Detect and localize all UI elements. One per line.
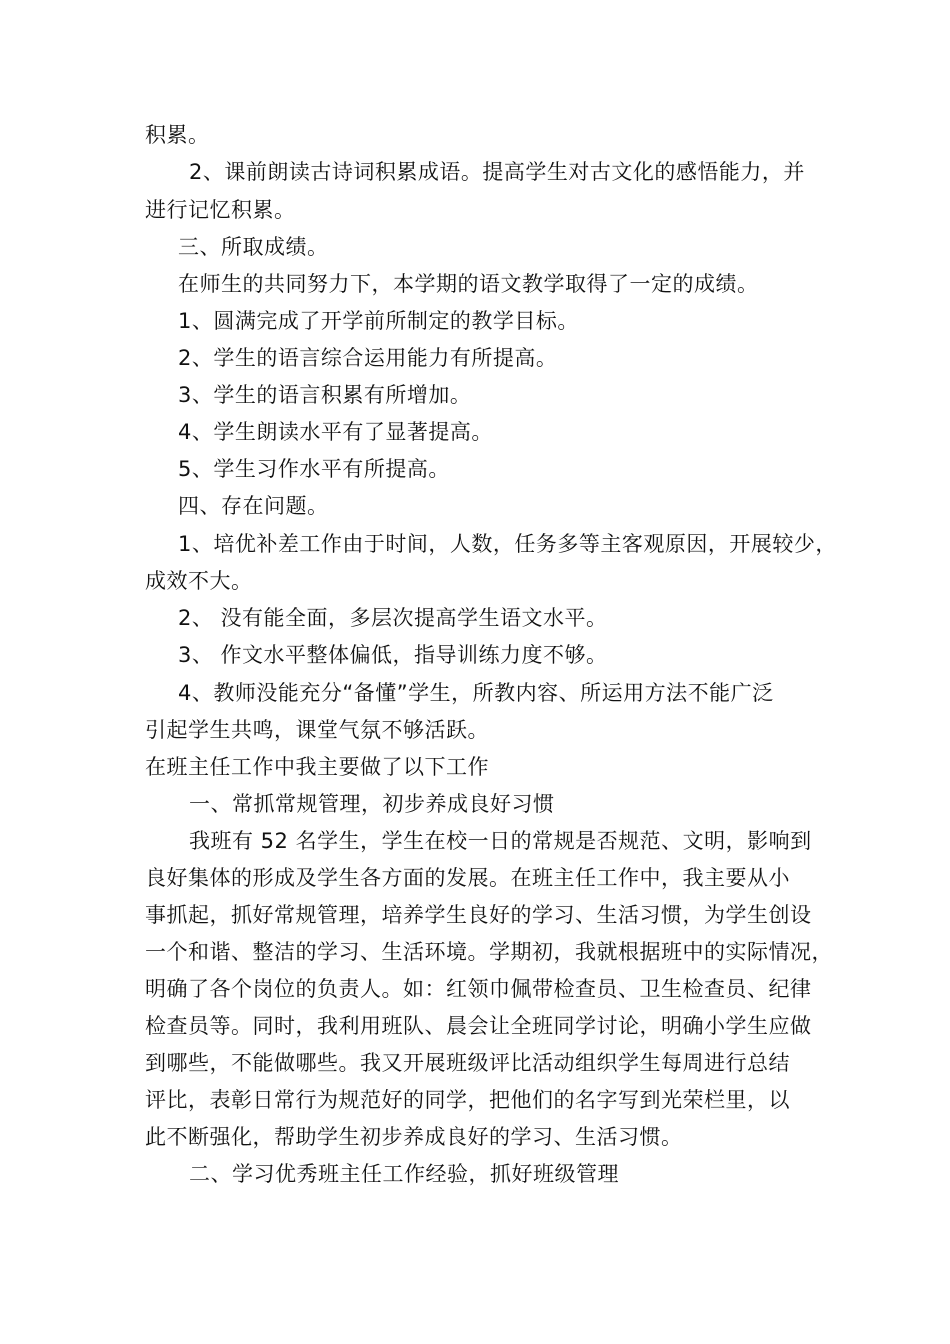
list-item: 3、 作文水平整体偏低，指导训练力度不够。 xyxy=(178,643,608,667)
section-heading: 二、学习优秀班主任工作经验，抓好班级管理 xyxy=(189,1162,619,1186)
list-item: 4、教师没能充分“备懂”学生，所教内容、所运用方法不能广泛 xyxy=(178,681,774,705)
list-item: 3、学生的语言积累有所增加。 xyxy=(178,383,472,407)
text-line: 评比，表彰日常行为规范好的同学，把他们的名字写到光荣栏里，以 xyxy=(145,1088,790,1112)
text-line: 事抓起，抓好常规管理，培养学生良好的学习、生活习惯，为学生创设 xyxy=(145,903,812,927)
text-line: 进行记忆积累。 xyxy=(145,198,296,222)
list-item: 1、培优补差工作由于时间，人数，任务多等主客观原因，开展较少， xyxy=(178,532,837,556)
text-line: 积累。 xyxy=(145,123,210,147)
list-item: 2、 没有能全面，多层次提高学生语文水平。 xyxy=(178,606,608,630)
list-item: 5、学生习作水平有所提高。 xyxy=(178,457,450,481)
section-title: 在班主任工作中我主要做了以下工作 xyxy=(145,755,489,779)
section-heading: 三、所取成绩。 xyxy=(178,235,329,259)
text-line: 我班有 52 名学生，学生在校一日的常规是否规范、文明，影响到 xyxy=(189,829,812,853)
list-item: 1、圆满完成了开学前所制定的教学目标。 xyxy=(178,309,579,333)
text-line: 明确了各个岗位的负责人。如：红领巾佩带检查员、卫生检查员、纪律 xyxy=(145,977,812,1001)
list-item: 4、学生朗读水平有了显著提高。 xyxy=(178,420,493,444)
text-line: 良好集体的形成及学生各方面的发展。在班主任工作中，我主要从小 xyxy=(145,866,790,890)
section-heading: 一、常抓常规管理，初步养成良好习惯 xyxy=(189,792,555,816)
text-line: 检查员等。同时，我利用班队、晨会让全班同学讨论，明确小学生应做 xyxy=(145,1014,812,1038)
text-line: 成效不大。 xyxy=(145,569,253,593)
text-line: 一个和谐、整洁的学习、生活环境。学期初，我就根据班中的实际情况， xyxy=(145,940,833,964)
text-line: 到哪些，不能做哪些。我又开展班级评比活动组织学生每周进行总结 xyxy=(145,1051,790,1075)
section-heading: 四、存在问题。 xyxy=(178,494,329,518)
text-line: 2、课前朗读古诗词积累成语。提高学生对古文化的感悟能力，并 xyxy=(189,160,805,184)
text-line: 引起学生共鸣，课堂气氛不够活跃。 xyxy=(145,718,489,742)
list-item: 2、学生的语言综合运用能力有所提高。 xyxy=(178,346,558,370)
text-line: 在师生的共同努力下，本学期的语文教学取得了一定的成绩。 xyxy=(178,272,759,296)
text-line: 此不断强化，帮助学生初步养成良好的学习、生活习惯。 xyxy=(145,1125,683,1149)
